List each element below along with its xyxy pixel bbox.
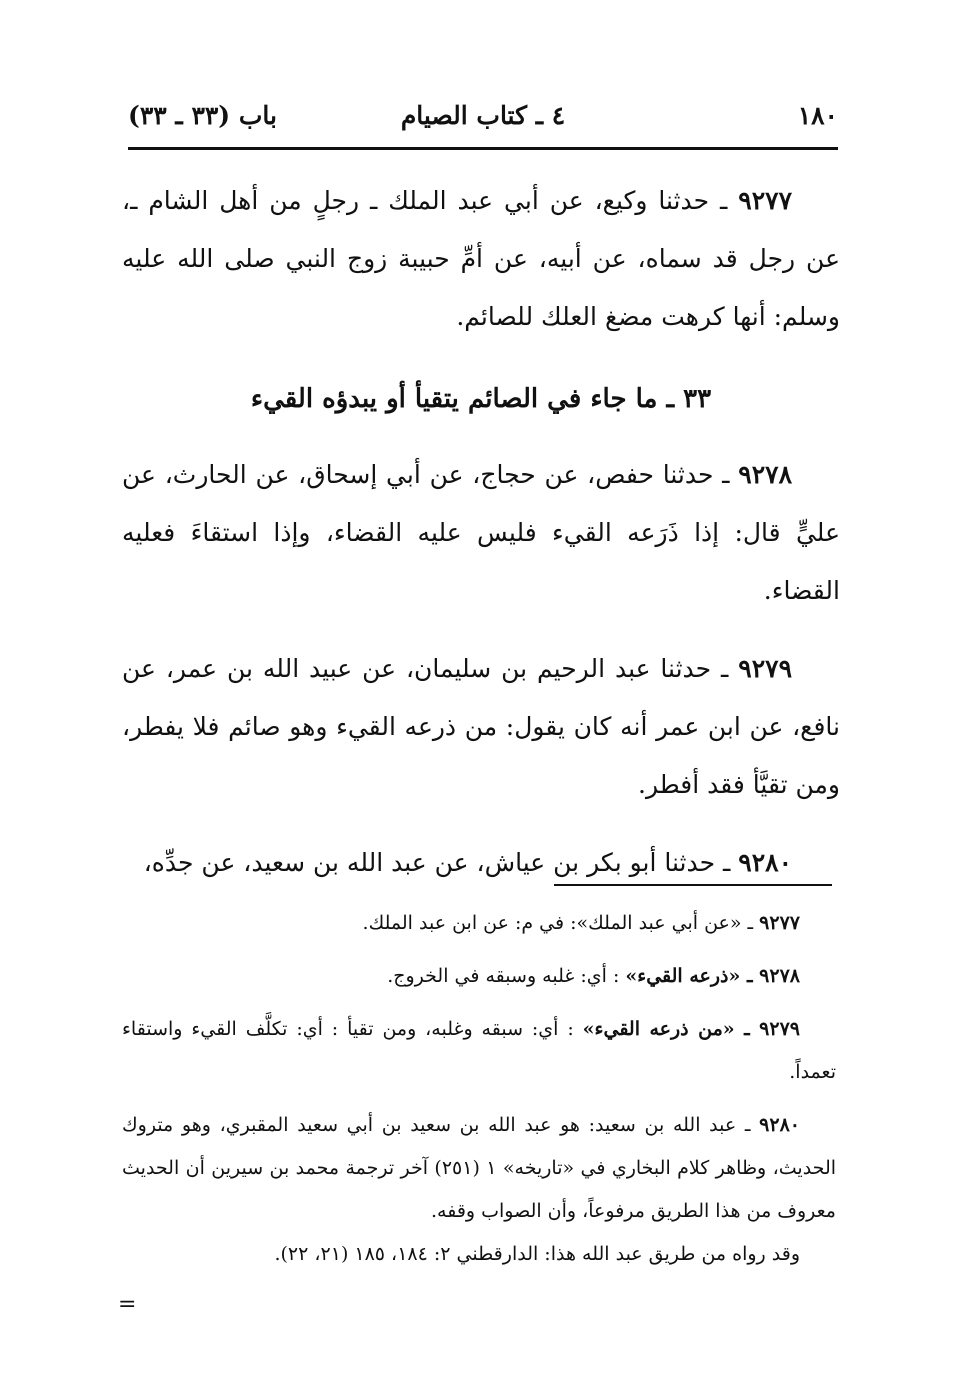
hadith-paragraph [122, 446, 840, 620]
footnotes [122, 902, 836, 1276]
hadith-number: ٩٢٨٠ [738, 848, 792, 877]
footnote-number: ٩٢٧٩ [759, 1018, 800, 1040]
footnote-number: ٩٢٧٨ [759, 965, 800, 987]
footnote-number: ٩٢٧٧ [759, 912, 800, 934]
footnote [122, 1104, 836, 1233]
hadith-text: ـ حدثنا عبد الرحيم بن سليمان، عن عبيد الله بن عمر، عن نافع، عن ابن عمر أنه كان يقول: من ذرعه القيء وهو صائم فلا يفطر، ومن تقيَّأ فقد أفطر. [122, 654, 840, 799]
hadith-text: ـ حدثنا أبو بكر بن عياش، عن عبد الله بن سعيد، عن جدِّه، [143, 848, 739, 877]
footnote-text: : في م: عن ابن عبد الملك. [362, 912, 577, 934]
footnote-divider [554, 884, 832, 886]
hadith-number: ٩٢٧٧ [738, 186, 792, 215]
footnote [122, 1008, 836, 1094]
book-title: ٤ ـ كتاب الصيام [400, 101, 566, 130]
footnote [122, 902, 836, 945]
section-heading: ٣٣ ـ ما جاء في الصائم يتقيأ أو يبدؤه القيء [250, 384, 712, 414]
footnote-key: ـ «ذرعه القيء» [625, 965, 760, 987]
page-number: ١٨٠ [797, 101, 838, 130]
main-text [122, 172, 840, 892]
hadith-text: ـ حدثنا وكيع، عن أبي عبد الملك ـ رجلٍ من أهل الشام ـ، عن رجل قد سماه، عن أبيه، عن أمِّ حبيبة زوج النبي صلى الله عليه وسلم: أنها كرهت مضغ العلك للصائم. [122, 186, 840, 331]
header-divider [128, 147, 838, 150]
footnote-number: ٩٢٨٠ [759, 1114, 800, 1136]
footnote-continuation: وقد رواه من طريق عبد الله هذا: الدارقطني ٢: ١٨٤، ١٨٥ (٢١، ٢٢). [274, 1243, 800, 1265]
running-header [128, 96, 838, 136]
hadith-number: ٩٢٧٩ [738, 654, 792, 683]
footnote-text: : أي: سبقه وغلبه، ومن تقيأ : أي: تكلَّف القيء واستقاء تعمداً. [122, 1018, 836, 1083]
hadith-paragraph [122, 640, 840, 814]
continuation-mark: = [118, 1292, 137, 1317]
footnote-key: ـ «عن أبي عبد الملك» [576, 912, 760, 934]
footnote-text: ـ عبد الله بن سعيد: هو عبد الله بن سعيد بن أبي سعيد المقبري، وهو متروك الحديث، وظاهر كلام البخاري في «تاريخه» ١ (٢٥١) آخر ترجمة محمد بن سيرين أن الحديث معروف من هذا الطريق مرفوعاً، وأن الصواب وقفه. [122, 1114, 837, 1222]
hadith-paragraph [122, 172, 840, 346]
hadith-number: ٩٢٧٨ [738, 460, 792, 489]
hadith-text: ـ حدثنا حفص، عن حجاج، عن أبي إسحاق، عن الحارث، عن عليٍّ قال: إذا ذَرَعه القيء فليس عليه القضاء، وإذا استقاءَ فعليه القضاء. [122, 460, 840, 605]
footnote [122, 955, 836, 998]
footnote-text: : أي: غلبه وسبقه في الخروج. [387, 965, 626, 987]
footnote-key: ـ «من ذرعه القيء» [582, 1018, 760, 1040]
chapter-reference: باب (٣٣ ـ ٣٣) [128, 101, 277, 130]
